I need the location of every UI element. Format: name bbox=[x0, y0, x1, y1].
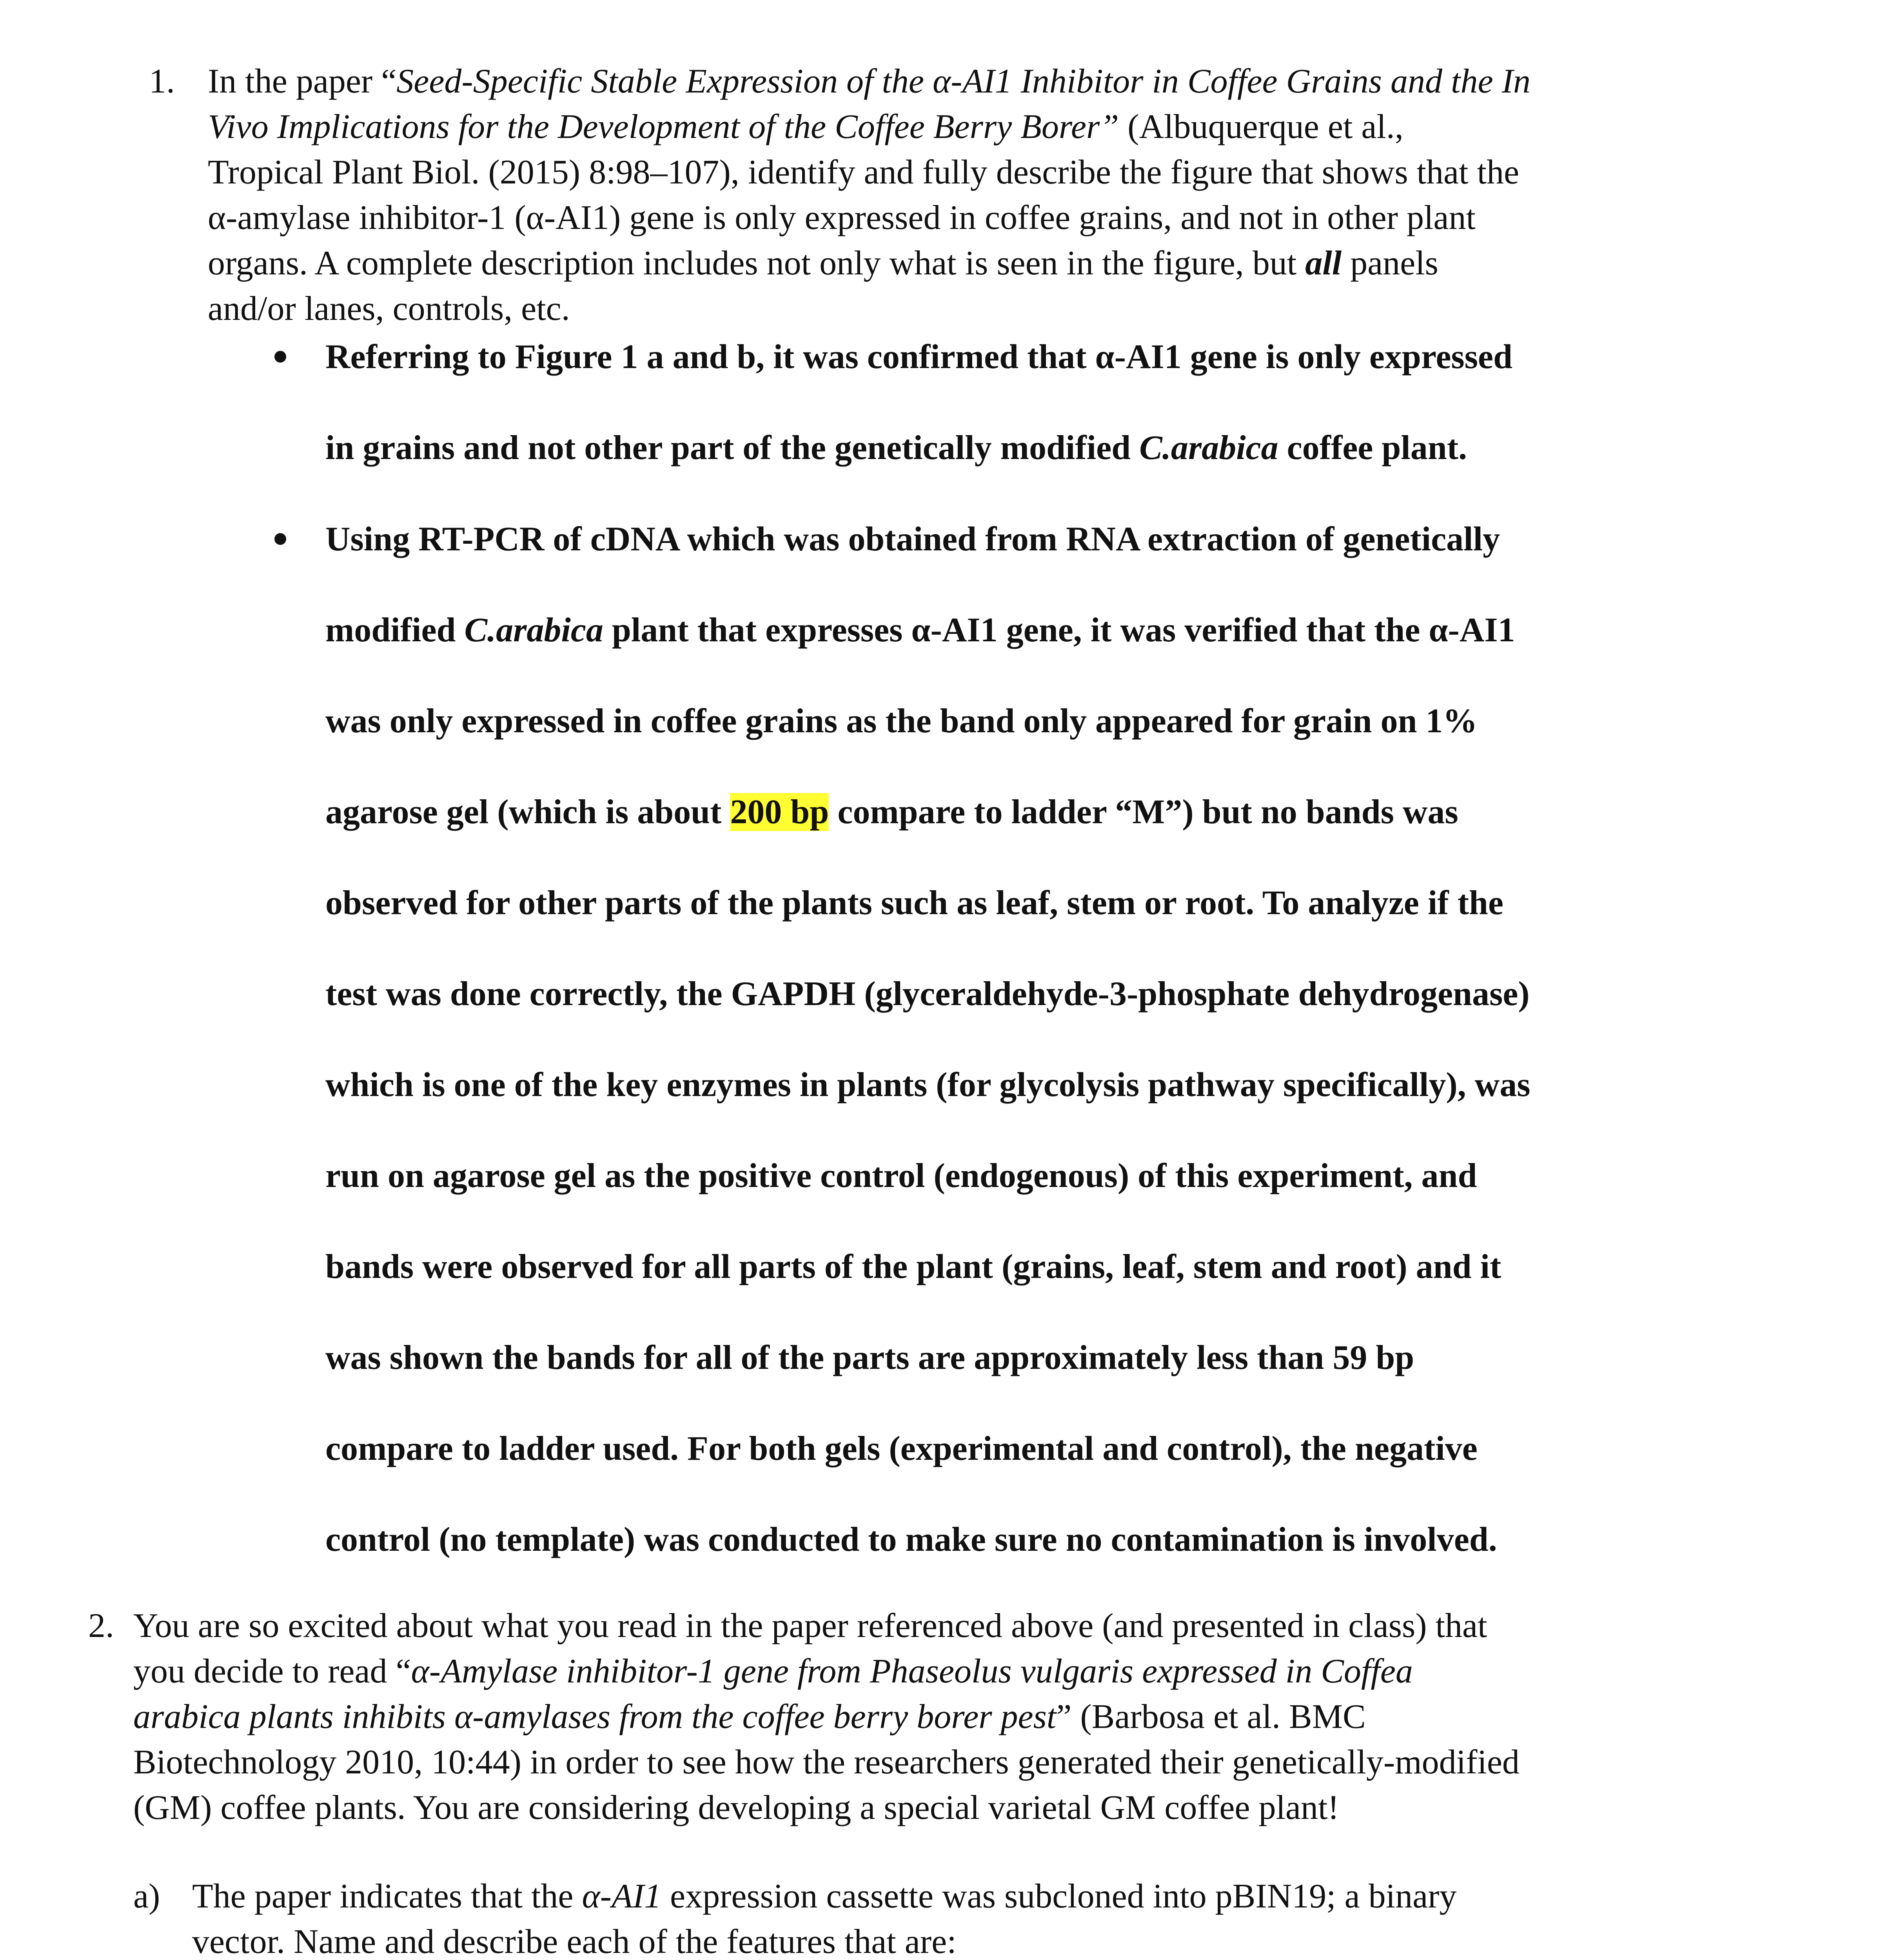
question-1-number: 1. bbox=[149, 62, 175, 100]
answer-2-line-12: control (no template) was conducted to make sure no contamination is involved. bbox=[325, 1521, 1497, 1559]
bullet-icon bbox=[274, 351, 286, 363]
q2-line-4: Biotechnology 2010, 10:44) in order to see how the researchers generated their genetically-modified bbox=[133, 1743, 1520, 1781]
answer-1-line-1: Referring to Figure 1 a and b, it was confirmed that α-AI1 gene is only expressed bbox=[325, 338, 1512, 376]
q2-line-5: (GM) coffee plants. You are considering developing a special varietal GM coffee plant! bbox=[133, 1789, 1339, 1827]
answer-bullet-1 bbox=[325, 312, 1512, 494]
bullet-icon bbox=[274, 533, 286, 545]
answer-bullet-2 bbox=[325, 494, 1530, 1585]
answer-2-line-6: test was done correctly, the GAPDH (glyceraldehyde-3-phosphate dehydrogenase) bbox=[325, 975, 1530, 1013]
answer-2-line-4: agarose gel (which is about 200 bp compare to ladder “M”) but no bands was bbox=[325, 793, 1458, 831]
q2a-line-1: The paper indicates that the α-AI1 expression cassette was subcloned into pBIN19; a binary bbox=[192, 1877, 1457, 1915]
paper-title-part1: Seed-Specific Stable Expression of the α-AI1 Inhibitor in Coffee Grains and the In bbox=[396, 62, 1531, 100]
q2a-line-2: vector. Name and describe each of the features that are: bbox=[192, 1923, 957, 1960]
q1-line-5: organs. A complete description includes not only what is seen in the figure, but all panels bbox=[208, 244, 1438, 282]
answer-2-line-9: bands were observed for all parts of the plant (grains, leaf, stem and root) and it bbox=[325, 1248, 1502, 1286]
q1-line-6: and/or lanes, controls, etc. bbox=[208, 290, 570, 328]
q1-line-3: Tropical Plant Biol. (2015) 8:98–107), identify and fully describe the figure that shows that the bbox=[208, 153, 1520, 191]
gene-name: α-AI1 bbox=[582, 1877, 662, 1915]
paper-title-part2: Vivo Implications for the Development of the Coffee Berry Borer” bbox=[208, 108, 1119, 146]
answer-1-line-2: in grains and not other part of the genetically modified C.arabica coffee plant. bbox=[325, 429, 1467, 467]
q2-line-2: you decide to read “α-Amylase inhibitor-1 gene from Phaseolus vulgaris expressed in Coffea bbox=[133, 1652, 1413, 1690]
answer-2-line-11: compare to ladder used. For both gels (experimental and control), the negative bbox=[325, 1430, 1478, 1468]
answer-2-line-3: was only expressed in coffee grains as the band only appeared for grain on 1% bbox=[325, 702, 1478, 740]
answer-2-line-2: modified C.arabica plant that expresses α-AI1 gene, it was verified that the α-AI1 bbox=[325, 611, 1515, 649]
q1-line-4: α-amylase inhibitor-1 (α-AI1) gene is only expressed in coffee grains, and not in other plant bbox=[208, 199, 1476, 237]
paper-title-part2: arabica plants inhibits α-amylases from the coffee berry borer pest bbox=[133, 1698, 1057, 1736]
question-2-number: 2. bbox=[88, 1607, 114, 1645]
answer-2-line-5: observed for other parts of the plants such as leaf, stem or root. To analyze if the bbox=[325, 884, 1503, 922]
question-2-text bbox=[133, 1603, 1520, 1831]
species-name: C.arabica bbox=[464, 611, 603, 649]
answer-2-line-10: was shown the bands for all of the parts are approximately less than 59 bp bbox=[325, 1339, 1414, 1377]
answer-2-line-7: which is one of the key enzymes in plants (for glycolysis pathway specifically), was bbox=[325, 1066, 1531, 1104]
question-2a-text bbox=[192, 1874, 1456, 1960]
paper-title-part1: α-Amylase inhibitor-1 gene from Phaseolus vulgaris expressed in Coffea bbox=[411, 1652, 1413, 1690]
highlighted-text: 200 bp bbox=[730, 793, 829, 831]
q2-line-1: You are so excited about what you read in the paper referenced above (and presented in class) that bbox=[133, 1607, 1487, 1645]
emphasis-all: all bbox=[1305, 244, 1342, 282]
answer-2-line-1: Using RT-PCR of cDNA which was obtained from RNA extraction of genetically bbox=[325, 520, 1500, 558]
species-name: C.arabica bbox=[1139, 429, 1278, 467]
answer-2-line-8: run on agarose gel as the positive control (endogenous) of this experiment, and bbox=[325, 1157, 1477, 1195]
question-2a-label: a) bbox=[133, 1877, 160, 1915]
q2-line-3: arabica plants inhibits α-amylases from the coffee berry borer pest” (Barbosa et al. BMC bbox=[133, 1698, 1366, 1736]
question-1-text bbox=[208, 59, 1531, 332]
q1-line-2: Vivo Implications for the Development of the Coffee Berry Borer” (Albuquerque et al., bbox=[208, 108, 1403, 146]
q1-line-1: In the paper “Seed-Specific Stable Expression of the α-AI1 Inhibitor in Coffee Grains and the In bbox=[208, 62, 1531, 100]
